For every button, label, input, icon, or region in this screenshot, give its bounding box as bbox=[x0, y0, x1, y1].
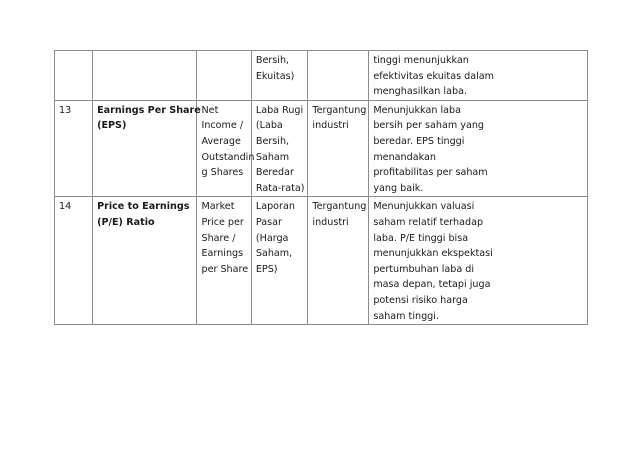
formula-cell bbox=[197, 197, 251, 325]
standard-cell bbox=[308, 51, 369, 101]
cell-text-line: profitabilitas per saham bbox=[373, 167, 488, 179]
cell-text-line: potensi risiko harga bbox=[373, 294, 468, 306]
data-source-cell bbox=[251, 100, 308, 197]
cell-text-line: Price per bbox=[201, 216, 244, 228]
table-row bbox=[55, 51, 588, 101]
cell-text-line: Outstandin bbox=[201, 151, 255, 163]
cell-text-line: Share / bbox=[201, 232, 236, 244]
cell-text-line: Bersih, bbox=[255, 55, 290, 66]
cell-text-line: Rata-rata) bbox=[255, 182, 305, 194]
cell-text-line: EPS) bbox=[255, 263, 278, 275]
description-cell bbox=[369, 51, 588, 101]
cell-text-line: beredar. EPS tinggi bbox=[373, 135, 465, 147]
description-cell bbox=[369, 100, 588, 197]
cell-text-line: saham relatif terhadap bbox=[373, 216, 484, 228]
cell-text-line: Tergantung bbox=[312, 104, 367, 116]
table-row bbox=[55, 197, 588, 325]
cell-text-line: industri bbox=[312, 216, 349, 228]
cell-text-line: Tergantung bbox=[312, 201, 367, 213]
cell-text-line: Saham, bbox=[255, 248, 293, 260]
cell-text-line: Earnings bbox=[201, 248, 244, 260]
formula-cell bbox=[197, 51, 251, 101]
standard-cell bbox=[308, 100, 369, 197]
cell-text-line: pertumbuhan laba di bbox=[373, 263, 475, 275]
cell-text-line: Laporan bbox=[255, 201, 295, 213]
cell-text-line: Beredar bbox=[255, 167, 294, 179]
indicator-name-cell bbox=[93, 100, 201, 197]
cell-text-line: masa depan, tetapi juga bbox=[373, 279, 491, 291]
cell-text-line: Ekuitas) bbox=[255, 70, 295, 82]
cell-text-line: (P/E) Ratio bbox=[97, 216, 155, 228]
cell-text-line: Market bbox=[201, 201, 235, 213]
data-source-cell bbox=[251, 51, 308, 101]
indicator-name-cell bbox=[93, 197, 197, 325]
table-body bbox=[55, 51, 588, 325]
data-source-cell bbox=[251, 197, 308, 325]
cell-text-line: (Harga bbox=[255, 232, 289, 244]
cell-text-line: (EPS) bbox=[97, 120, 127, 132]
cell-text-line: menunjukkan ekspektasi bbox=[373, 248, 493, 260]
cell-text-line: Bersih, bbox=[255, 135, 290, 147]
cell-text-line: laba. P/E tinggi bisa bbox=[373, 232, 469, 244]
description-cell bbox=[369, 197, 588, 325]
cell-text-line: Net bbox=[201, 104, 219, 116]
cell-text-line: Laba Rugi bbox=[255, 104, 304, 116]
row-number-cell bbox=[55, 51, 93, 101]
cell-text-line: Price to Earnings bbox=[97, 201, 190, 213]
cell-text-line: Earnings Per Share bbox=[97, 104, 201, 116]
cell-text-line: efektivitas ekuitas dalam bbox=[373, 70, 494, 82]
formula-cell bbox=[197, 100, 255, 197]
cell-text-line: Menunjukkan laba bbox=[373, 104, 461, 116]
table-row bbox=[55, 100, 588, 197]
cell-text-line: Saham bbox=[255, 151, 290, 163]
cell-text-line: (Laba bbox=[255, 120, 283, 132]
cell-text-line: Income / bbox=[201, 120, 244, 132]
cell-text-line: g Shares bbox=[201, 167, 244, 179]
cell-text-line: Average bbox=[201, 135, 241, 147]
cell-text-line: yang baik. bbox=[373, 182, 424, 194]
cell-text-line: tinggi menunjukkan bbox=[373, 55, 469, 66]
row-number-cell: 13 bbox=[55, 100, 93, 197]
cell-text-line: saham tinggi. bbox=[373, 310, 439, 322]
cell-text-line: menghasilkan laba. bbox=[373, 86, 467, 98]
indicator-name-cell bbox=[93, 51, 197, 101]
standard-cell bbox=[308, 197, 369, 325]
ratio-table bbox=[54, 50, 588, 325]
cell-text-line: menandakan bbox=[373, 151, 436, 163]
cell-text-line: per Share bbox=[201, 263, 249, 275]
cell-text-line: Pasar bbox=[255, 216, 282, 228]
cell-text-line: industri bbox=[312, 120, 349, 132]
cell-text-line: bersih per saham yang bbox=[373, 120, 485, 132]
cell-text-line: Menunjukkan valuasi bbox=[373, 201, 475, 213]
row-number-cell: 14 bbox=[55, 197, 93, 325]
